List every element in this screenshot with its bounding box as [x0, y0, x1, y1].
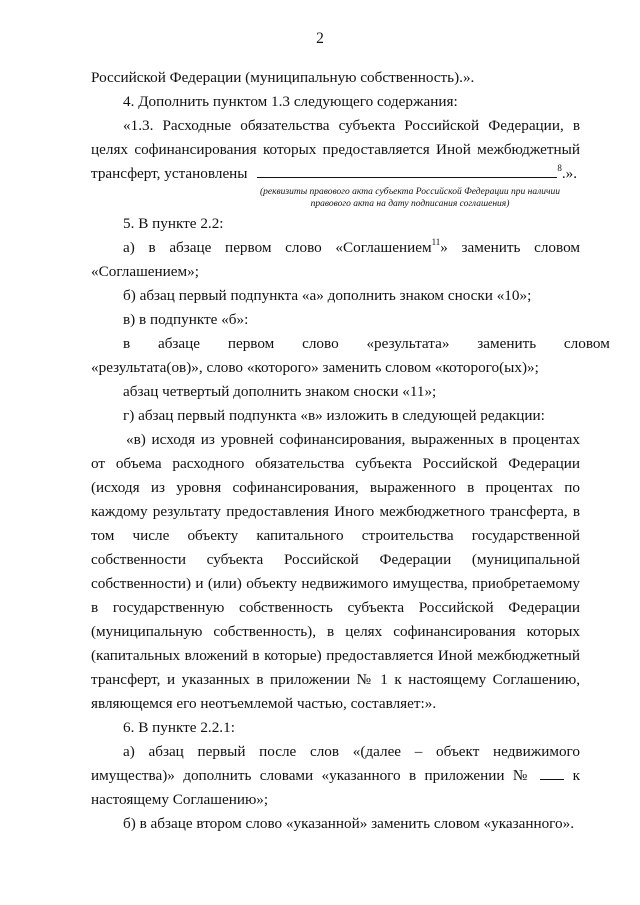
text-line: (муниципальную собственность), в целях софинансирования которых: [91, 623, 580, 640]
text-line: собственности субъекта Российской Федерации (муниципальной: [91, 551, 580, 568]
text-line: настоящему Соглашению»;: [91, 791, 269, 808]
text-line: в) в подпункте «б»:: [123, 311, 249, 328]
text-line: [123, 238, 580, 258]
text-line: абзац четвертый дополнить знаком сноски «11»;: [123, 383, 437, 400]
text-line: б) в абзаце втором слово «указанной» заменить словом «указанного».: [123, 815, 575, 832]
text-line: б) абзац первый подпункта «а» дополнить знаком сноски «10»;: [123, 287, 532, 304]
text-line: том числе объекту капитального строительства государственной: [91, 527, 580, 544]
text-line: 5. В пункте 2.2:: [123, 215, 224, 232]
text-segment: .».: [561, 165, 578, 182]
text-line: «результата(ов)», слово «которого» заменить словом «которого(ых)»;: [91, 359, 539, 376]
text-line: собственности) и (или) объекту недвижимого имущества, приобретаемому: [91, 575, 580, 592]
text-line: [91, 164, 580, 184]
text-line: в абзаце первом слово «результата» заменить словом: [123, 335, 610, 352]
text-line: «1.3. Расходные обязательства субъекта Российской Федерации, в: [123, 117, 580, 134]
text-line: каждому результату предоставления Иного межбюджетного трансферта, в: [91, 503, 580, 520]
text-line: от объема расходного обязательства субъекта Российской Федерации: [91, 455, 580, 472]
text-segment: имущества)» дополнить словами «указанного в приложении №: [91, 767, 532, 784]
form-caption: правового акта на дату подписания соглашения): [310, 199, 510, 209]
text-line: а) абзац первый после слов «(далее – объект недвижимого: [123, 743, 580, 760]
text-segment: » заменить словом: [440, 239, 580, 256]
text-line: [91, 766, 580, 786]
text-line: «Соглашением»;: [91, 263, 199, 280]
page-number: 2: [316, 30, 324, 47]
text-line: Российской Федерации (муниципальную собственность).».: [91, 69, 475, 86]
text-line: г) абзац первый подпункта «в» изложить в следующей редакции:: [123, 407, 545, 424]
text-line: являющемся его неотъемлемой частью, составляет:».: [91, 695, 437, 712]
text-line: (исходя из уровня софинансирования, выраженного в процентах по: [91, 479, 580, 496]
text-line: (капитальных вложений в которые) предоставляется Иной межбюджетный: [91, 647, 580, 664]
form-caption: (реквизиты правового акта субъекта Российской Федерации при наличии: [259, 187, 560, 197]
text-line: 4. Дополнить пунктом 1.3 следующего содержания:: [123, 93, 458, 110]
text-segment: а) в абзаце первом слово «Соглашением: [123, 239, 432, 256]
blank-field: [257, 165, 557, 178]
text-line: трансферт, и указанных в приложении № 1 к настоящему Соглашению,: [91, 671, 580, 688]
text-line: целях софинансирования которых предоставляется Иной межбюджетный: [91, 141, 580, 158]
text-line: 6. В пункте 2.2.1:: [123, 719, 235, 736]
text-line: «в) исходя из уровней софинансирования, выраженных в процентах: [126, 431, 580, 448]
text-segment: трансферт, установлены: [91, 165, 248, 182]
text-line: в государственную собственность субъекта Российской Федерации: [91, 599, 580, 616]
footnote-marker: 8: [557, 163, 562, 173]
text-segment: к: [572, 767, 580, 784]
footnote-marker: 11: [431, 237, 441, 247]
blank-field: [540, 767, 564, 780]
